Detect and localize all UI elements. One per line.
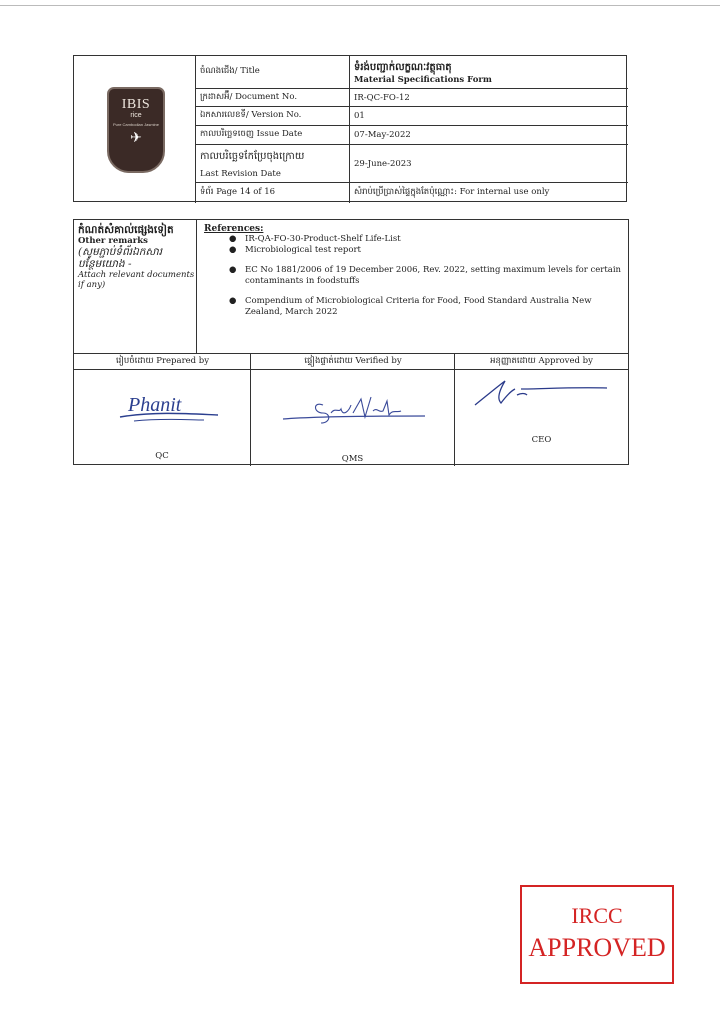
title-row (196, 56, 628, 89)
document-no-row (196, 89, 628, 107)
prepared-role: QC (155, 451, 169, 461)
remarks-label-kh: កំណត់សំគាល់ផ្សេងទៀត (78, 224, 174, 236)
title-kh: ទំរង់បញ្ជាក់លក្ខណៈវត្ថុធាតុ (354, 61, 452, 73)
remarks-label-en: Other remarks (78, 236, 148, 246)
usage-note: សំរាប់ប្រើប្រាស់ផ្ទៃក្នុងតែប៉ុណ្ណោះ: For internal use only (354, 187, 550, 197)
remarks-note-kh: (សូមភ្ជាប់ទំព័រឯកសារបន្ថែមយោង - (78, 246, 163, 270)
references-title: References: (204, 224, 264, 234)
ibis-rice-logo (107, 87, 165, 173)
revision-date-value: 29-June-2023 (354, 158, 412, 169)
approved-signature (471, 369, 611, 413)
logo-brand: IBIS (121, 97, 151, 112)
svg-text:Phanit: Phanit (128, 394, 182, 416)
title-value (354, 56, 624, 88)
revision-date-label: កាលបរិច្ឆេទកែប្រែចុងក្រោយ Last Revision Date (196, 145, 350, 182)
reference-item: ● Compendium of Microbiological Criteria for Food, Food Standard Australia New Zealand, March 2022 (229, 296, 592, 317)
verified-signature-cell (251, 353, 455, 466)
references-list (204, 234, 624, 318)
remarks-signature-table (73, 219, 629, 465)
page-number: ទំព័រ Page 14 of 16 (196, 183, 350, 203)
issue-date-label: កាលបរិច្ឆេទចេញ Issue Date (196, 126, 350, 144)
prepared-signature-cell (74, 353, 251, 466)
prepared-signature (114, 387, 224, 431)
document-no-label: ក្រដាសអ៊ឹ/ Document No. (196, 89, 350, 106)
version-value: 01 (354, 111, 365, 121)
document-header-table (73, 55, 627, 202)
page-top-rule (0, 5, 720, 6)
reference-item: ● EC No 1881/2006 of 19 December 2006, Rev. 2022, setting maximum levels for certain contaminants in foodstuffs (229, 265, 622, 286)
title-en: Material Specifications Form (354, 74, 492, 85)
verified-role: QMS (341, 454, 364, 464)
references-cell (204, 224, 624, 318)
issue-date-row (196, 126, 628, 145)
logo-cell (74, 56, 196, 203)
document-no-value: IR-QC-FO-12 (354, 92, 410, 103)
prepared-by-label: រៀបចំដោយ Prepared by (115, 356, 210, 366)
verified-by-label: ផ្ទៀងផ្ទាត់ដោយ Verified by (304, 356, 402, 366)
other-remarks-cell (74, 220, 197, 353)
ibis-bird-icon: ✈ (130, 129, 142, 145)
title-label: ចំណងជើង/ Title (196, 56, 350, 88)
logo-tagline: Pure Cambodian Jasmine (112, 122, 160, 127)
version-label: ឯកសារលេខទី/ Version No. (196, 107, 350, 125)
revision-date-row (196, 145, 628, 183)
approved-by-label: អនុញ្ញាតដោយ Approved by (490, 356, 593, 366)
remarks-note-en: Attach relevant documents if any) (78, 270, 195, 290)
stamp-line2: APPROVED (528, 933, 666, 962)
stamp-line1: IRCC (571, 903, 623, 928)
version-row (196, 107, 628, 126)
reference-item: ● Microbiological test report (229, 245, 361, 255)
verified-signature (279, 383, 429, 433)
ircc-approved-stamp (520, 885, 674, 984)
approved-role: CEO (531, 435, 552, 445)
logo-sub: rice (130, 112, 142, 119)
reference-item: ● IR-QA-FO-30-Product-Shelf Life-List (229, 234, 401, 244)
page-row (196, 183, 628, 203)
issue-date-value: 07-May-2022 (354, 130, 411, 140)
approved-signature-cell (455, 353, 628, 466)
